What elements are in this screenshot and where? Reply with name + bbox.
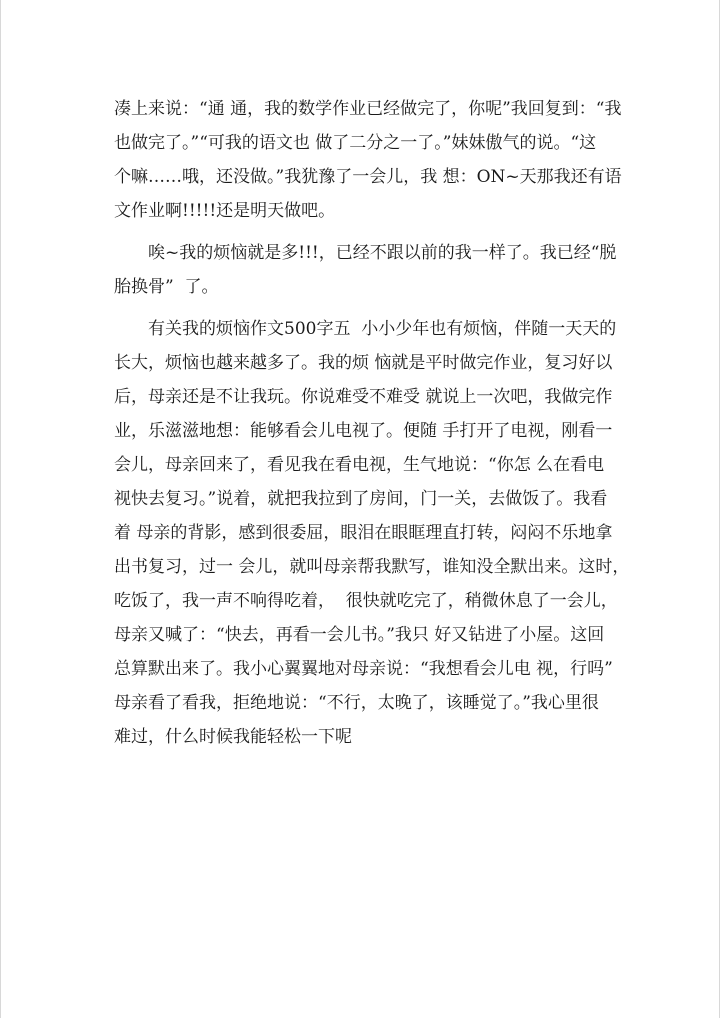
text-line: 吃饭了，我一声不响得吃着， 很快就吃完了，稍微休息了一会儿， (114, 591, 618, 611)
text-line: 业，乐滋滋地想：能够看会儿电视了。便随 手打开了电视，刚看一 (114, 421, 613, 441)
text-line: 母亲看了看我，拒绝地说：“不行，太晚了，该睡觉了。”我心里很 (114, 693, 599, 713)
text-line: 总算默出来了。我小心翼翼地对母亲说：“我想看会儿电 视，行吗” (114, 659, 613, 679)
text-line: 文作业啊!!!!!还是明天做吧。 (114, 201, 336, 221)
text-line: 着 母亲的背影，感到很委屈，眼泪在眼眶理直打转，闷闷不乐地拿 (114, 523, 613, 543)
text-line: 胎换骨” 了。 (114, 277, 219, 297)
text-line: 出书复习，过一 会儿，就叫母亲帮我默写，谁知没全默出来。这时， (114, 557, 630, 577)
text-line: 有关我的烦恼作文500字五 小小少年也有烦恼，伴随一天天的 (148, 319, 617, 339)
paragraph-spacer (114, 228, 614, 236)
text-line: 个嘛……哦，还没做。”我犹豫了一会儿，我 想：ON~天那我还有语 (114, 167, 622, 187)
document-body (114, 92, 630, 754)
paragraph-spacer (114, 304, 614, 312)
text-line: 凑上来说：“通 通，我的数学作业已经做完了，你呢”我回复到：“我 (114, 99, 622, 119)
paragraph-3 (114, 312, 630, 754)
paragraph-1 (114, 92, 622, 228)
text-line: 长大，烦恼也越来越多了。我的烦 恼就是平时做完作业，复习好以 (114, 353, 613, 373)
text-line: 视快去复习。”说着，就把我拉到了房间，门一关，去做饭了。我看 (114, 489, 608, 509)
text-line: 母亲又喊了：“快去，再看一会儿书。”我只 好又钻进了小屋。这回 (114, 625, 605, 645)
text-line: 后，母亲还是不让我玩。你说难受不难受 就说上一次吧，我做完作 (114, 387, 613, 407)
text-line: 会儿，母亲回来了，看见我在看电视，生气地说：“你怎 么在看电 (114, 455, 605, 475)
paragraph-2 (114, 236, 617, 304)
text-line: 难过，什么时候我能轻松一下呢 (114, 727, 352, 747)
text-line: 唉~我的烦恼就是多!!!，已经不跟以前的我一样了。我已经“脱 (148, 243, 617, 263)
text-line: 也做完了。”“可我的语文也 做了二分之一了。”妹妹傲气的说。“这 (114, 133, 597, 153)
